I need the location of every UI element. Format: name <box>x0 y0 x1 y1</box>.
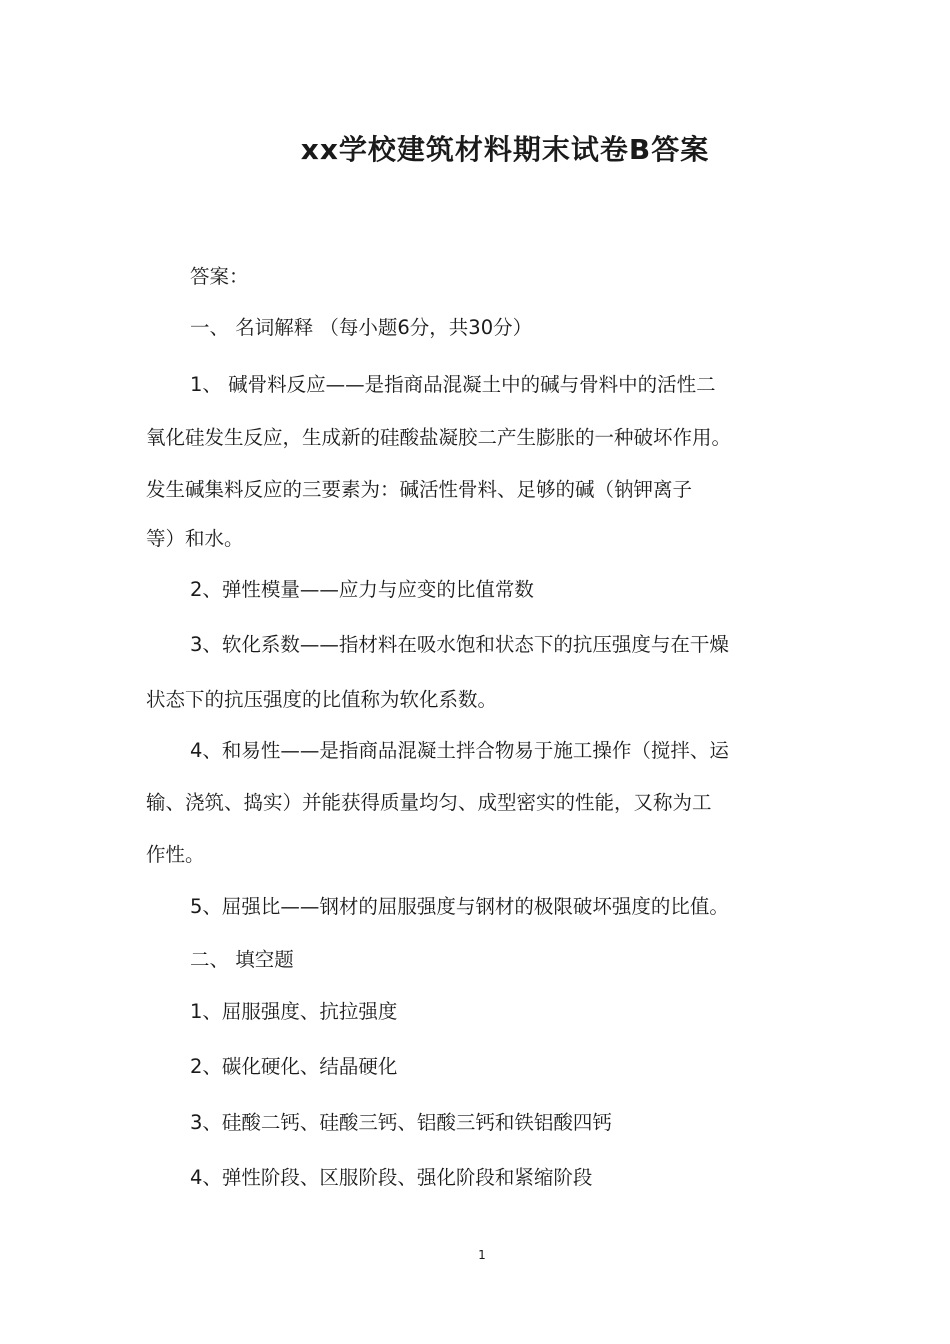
fill-item-4: 4、弹性阶段、区服阶段、强化阶段和紧缩阶段 <box>190 1166 593 1189</box>
item-5: 5、屈强比——钢材的屈服强度与钢材的极限破坏强度的比值。 <box>190 895 729 918</box>
page-number: 1 <box>478 1248 486 1262</box>
section-2-heading: 二、 填空题 <box>190 948 294 971</box>
item-3-line-1: 3、软化系数——指材料在吸水饱和状态下的抗压强度与在干燥 <box>190 633 729 656</box>
answer-label: 答案： <box>190 265 249 288</box>
fill-item-3: 3、硅酸二钙、硅酸三钙、铝酸三钙和铁铝酸四钙 <box>190 1111 612 1134</box>
item-4-line-3: 作性。 <box>146 843 205 866</box>
item-2: 2、弹性模量——应力与应变的比值常数 <box>190 578 534 601</box>
item-1-line-2: 氧化硅发生反应，生成新的硅酸盐凝胶二产生膨胀的一种破坏作用。 <box>146 426 732 449</box>
fill-item-2: 2、碳化硬化、结晶硬化 <box>190 1055 398 1078</box>
item-1-line-3: 发生碱集料反应的三要素为：碱活性骨料、足够的碱（钠钾离子 <box>146 478 693 501</box>
item-4-line-2: 输、浇筑、捣实）并能获得质量均匀、成型密实的性能，又称为工 <box>146 791 712 814</box>
section-1-heading: 一、 名词解释 （每小题6分，共30分） <box>190 316 533 339</box>
fill-item-1: 1、屈服强度、抗拉强度 <box>190 1000 398 1023</box>
item-4-line-1: 4、和易性——是指商品混凝土拌合物易于施工操作（搅拌、运 <box>190 739 729 762</box>
item-1-line-1: 1、 碱骨料反应——是指商品混凝土中的碱与骨料中的活性二 <box>190 373 716 396</box>
item-3-line-2: 状态下的抗压强度的比值称为软化系数。 <box>146 688 498 711</box>
item-1-line-4: 等）和水。 <box>146 527 244 550</box>
document-title: xx学校建筑材料期末试卷B答案 <box>300 133 710 166</box>
